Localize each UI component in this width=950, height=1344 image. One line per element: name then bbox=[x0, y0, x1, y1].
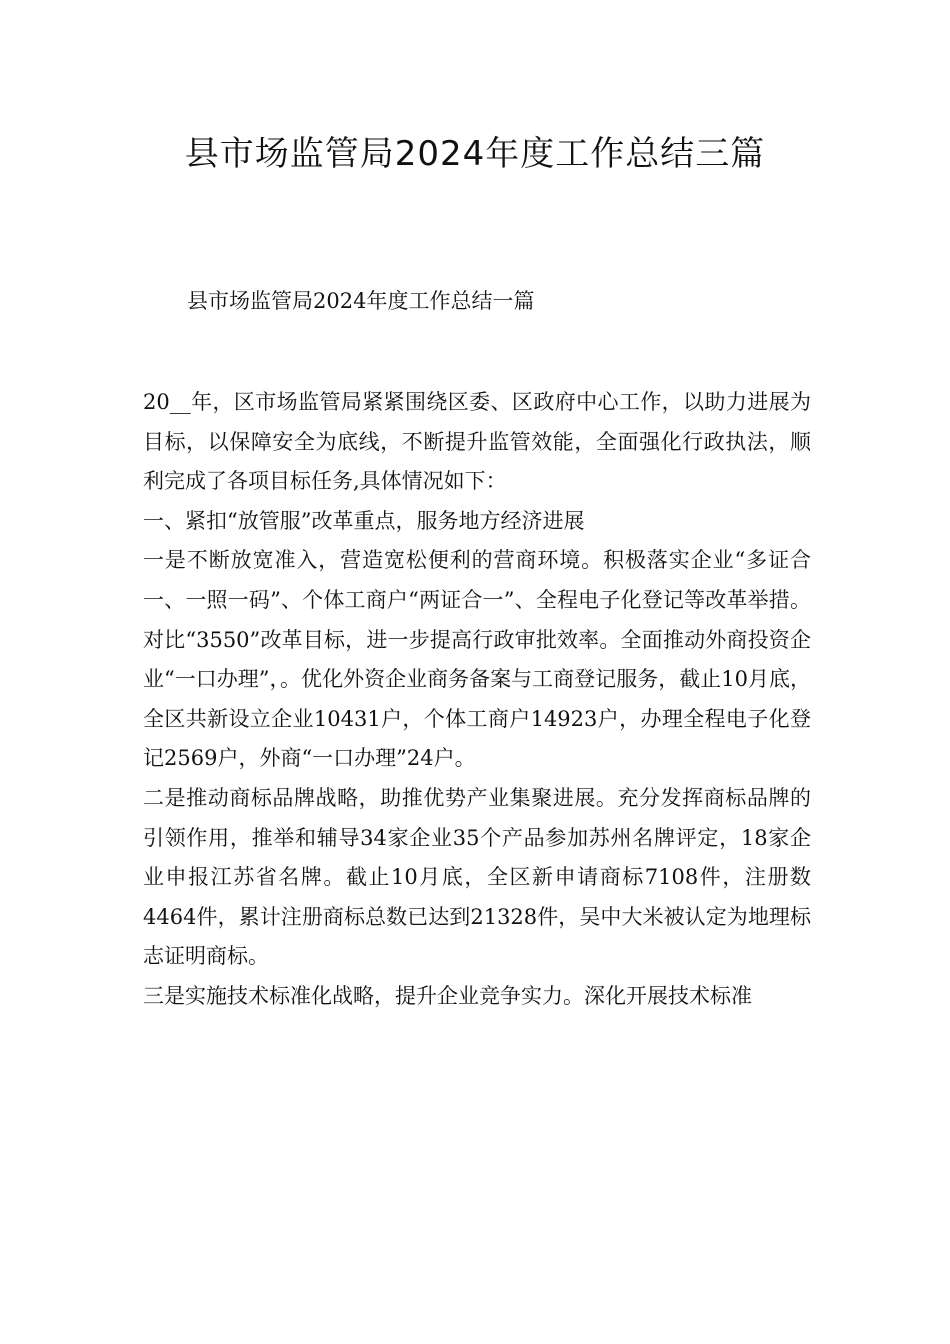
section-heading: 一、紧扣“放管服”改革重点，服务地方经济进展 bbox=[143, 508, 585, 533]
paragraph: 一是不断放宽准入，营造宽松便利的营商环境。积极落实企业“多证合一、一照一码”、个体工商户“两证合一”、全程电子化登记等改革举措。对比“3550”改革目标，进一步提高行政审批效率。全面推动外商投资企业“一口办理”，。优化外资企业商务备案与工商登记服务，截止10月底，全区共新设立企业10431户，个体工商户14923户，办理全程电子化登记2569户，外商“一口办理”24户。 bbox=[143, 548, 811, 771]
section-subtitle: 县市场监管局2024年度工作总结一篇 bbox=[187, 289, 535, 313]
paragraph: 二是推动商标品牌战略，助推优势产业集聚进展。充分发挥商标品牌的引领作用，推举和辅导34家企业35个产品参加苏州名牌评定，18家企业申报江苏省名牌。截止10月底，全区新申请商标7108件，注册数4464件，累计注册商标总数已达到21328件，吴中大米被认定为地理标志证明商标。 bbox=[143, 785, 811, 969]
paragraph: 20__年，区市场监管局紧紧围绕区委、区政府中心工作，以助力进展为目标，以保障安全为底线，不断提升监管效能，全面强化行政执法，顺利完成了各项目标任务,具体情况如下： bbox=[143, 390, 811, 494]
document-body bbox=[143, 383, 811, 1017]
document-title: 县市场监管局2024年度工作总结三篇 bbox=[184, 134, 766, 174]
paragraph: 三是实施技术标准化战略，提升企业竞争实力。深化开展技术标准 bbox=[143, 983, 752, 1008]
